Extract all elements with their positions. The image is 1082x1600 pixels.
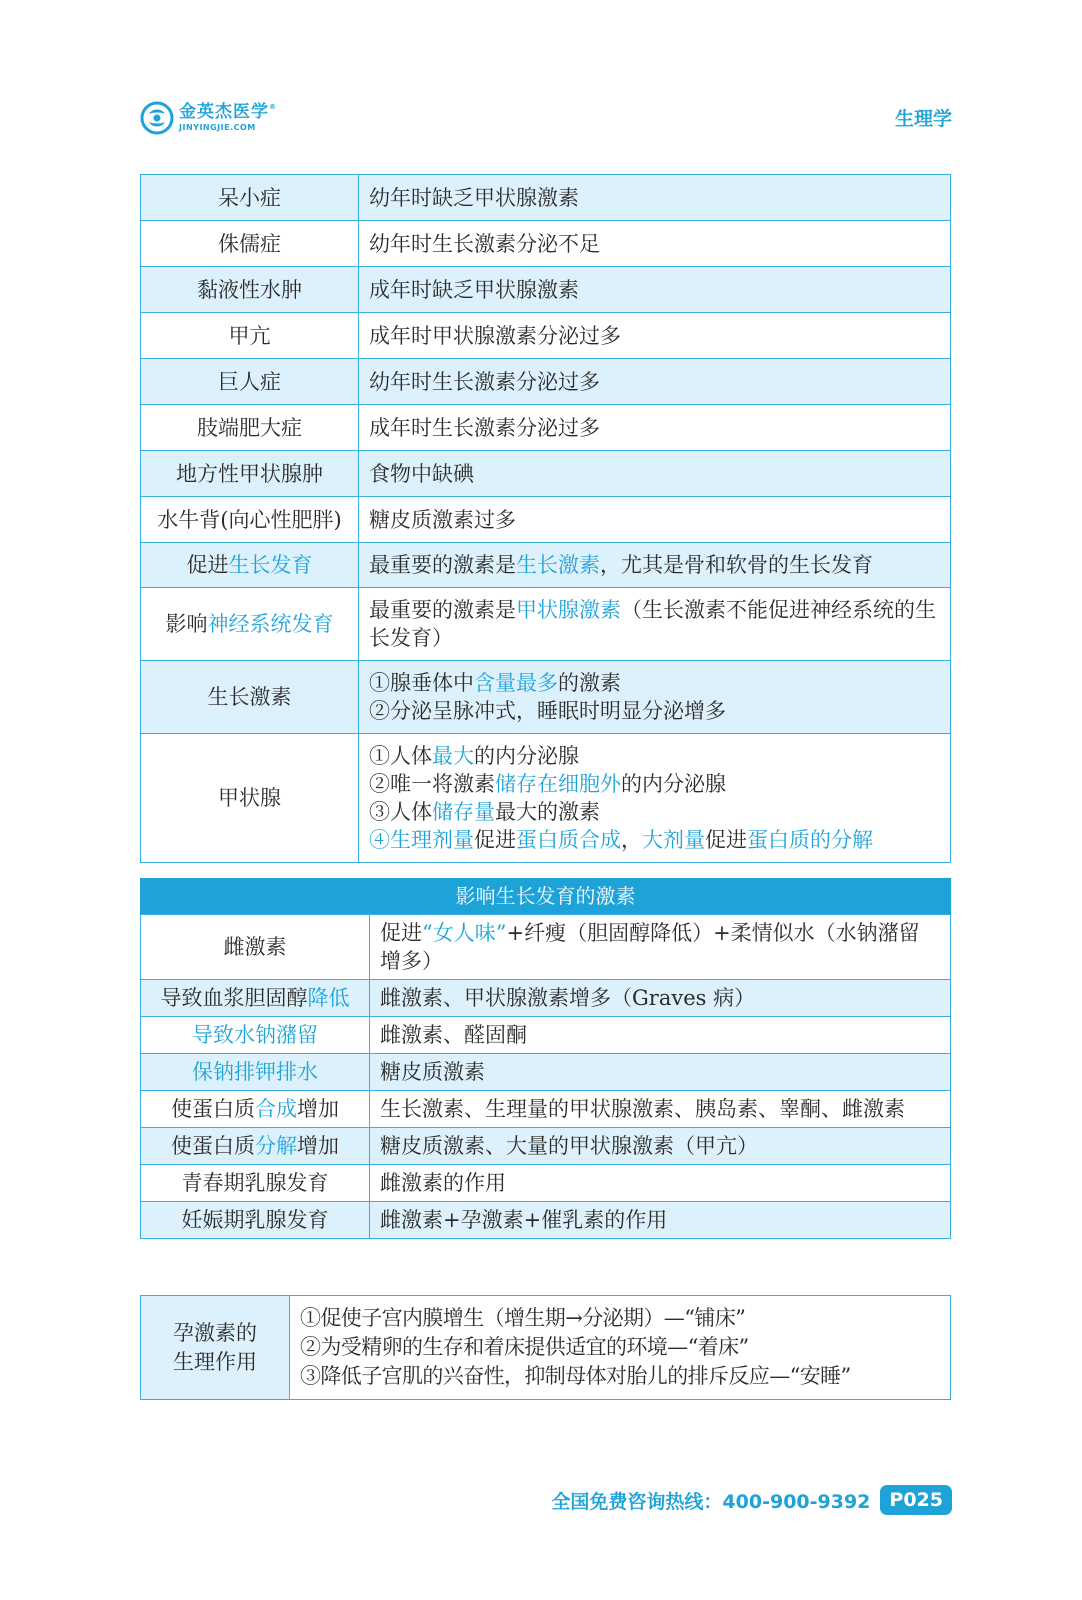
row-value-cell	[359, 497, 951, 543]
cell-text: 甲亢	[228, 323, 271, 348]
cell-text: 的内分泌腺	[621, 772, 726, 796]
row-key-cell	[141, 1054, 370, 1091]
cell-text: ②唯一将激素	[369, 772, 495, 796]
page-footer	[551, 1483, 952, 1517]
cell-text: 使蛋白质	[171, 1097, 255, 1121]
row-value-cell	[359, 359, 951, 405]
row-value-cell	[359, 175, 951, 221]
cell-text: 黏液性水肿	[197, 277, 302, 302]
cell-text: 幼年时生长激素分泌过多	[369, 369, 600, 394]
progesterone-functions	[290, 1296, 951, 1400]
cell-text: 促进	[186, 553, 229, 577]
table-row	[141, 1091, 951, 1128]
row-value-cell	[359, 588, 951, 661]
row-value-cell	[359, 405, 951, 451]
cell-text: 水牛背(向心性肥胖)	[157, 507, 342, 532]
cell-text: 地方性甲状腺肿	[176, 461, 323, 486]
table-row	[141, 1054, 951, 1091]
table-row	[141, 313, 951, 359]
highlight-text: 储存量	[432, 800, 495, 824]
growth-hormones-table-body	[141, 915, 951, 1239]
progesterone-key-line: 孕激素的	[173, 1320, 257, 1345]
table-row	[141, 451, 951, 497]
cell-text: 促进	[705, 828, 747, 852]
cell-text: 使蛋白质	[171, 1134, 255, 1158]
cell-text: 雌激素、甲状腺激素增多（Graves 病）	[380, 986, 756, 1010]
logo-website: JINYINGJIE.COM	[179, 123, 256, 132]
cell-text: ，	[621, 828, 642, 852]
highlight-text: 保钠排钾排水	[192, 1060, 318, 1084]
progesterone-table	[140, 1295, 951, 1400]
table-row	[141, 661, 951, 734]
highlight-text: 合成	[255, 1097, 297, 1121]
cell-text: 成年时甲状腺激素分泌过多	[369, 323, 621, 348]
cell-text: 的内分泌腺	[474, 744, 579, 768]
page-number-badge: P025	[880, 1485, 952, 1515]
row-value-cell	[359, 313, 951, 359]
row-value-cell	[359, 451, 951, 497]
highlight-text: 降低	[307, 986, 350, 1010]
highlight-text: 分解	[255, 1134, 297, 1158]
highlight-text: 神经系统发育	[207, 612, 334, 636]
highlight-text: 最大	[432, 744, 474, 768]
cell-text: 最重要的激素是	[369, 598, 516, 622]
table-row	[141, 1017, 951, 1054]
cell-text: 雌激素+孕激素+催乳素的作用	[380, 1208, 668, 1232]
cell-text: 成年时生长激素分泌过多	[369, 415, 600, 440]
cell-text: 的激素	[558, 671, 621, 695]
table-row	[141, 175, 951, 221]
row-value-cell	[370, 915, 951, 980]
row-key-cell	[141, 915, 370, 980]
row-key-cell	[141, 543, 359, 588]
row-key-cell	[141, 588, 359, 661]
cell-text: 幼年时缺乏甲状腺激素	[369, 185, 579, 210]
progesterone-function-line: ②为受精卵的生存和着床提供适宜的环境—“着床”	[300, 1335, 749, 1359]
row-key-cell	[141, 1202, 370, 1239]
cell-text: 糖皮质激素过多	[369, 507, 516, 532]
cell-text: 幼年时生长激素分泌不足	[369, 231, 600, 256]
row-key-cell	[141, 980, 370, 1017]
cell-text: 雌激素、醛固酮	[380, 1023, 527, 1047]
table-row	[141, 221, 951, 267]
progesterone-function-line: ③降低子宫肌的兴奋性，抑制母体对胎儿的排斥反应—“安睡”	[300, 1364, 851, 1388]
highlight-text: 甲状腺激素	[516, 598, 621, 622]
row-value-cell	[359, 221, 951, 267]
table-row	[141, 1202, 951, 1239]
row-value-cell	[359, 543, 951, 588]
logo-name: 金英杰医学®	[179, 102, 277, 122]
hormone-disorders-table	[140, 174, 951, 863]
row-key-cell	[141, 313, 359, 359]
highlight-text: “女人味”	[422, 921, 507, 945]
highlight-text: 储存在细胞外	[495, 772, 621, 796]
highlight-text: 大剂量	[642, 828, 705, 852]
progesterone-key	[141, 1296, 290, 1400]
row-value-cell	[370, 1165, 951, 1202]
table-row	[141, 588, 951, 661]
table-row	[141, 915, 951, 980]
table-row	[141, 267, 951, 313]
row-key-cell	[141, 451, 359, 497]
cell-text: 促进	[380, 921, 422, 945]
cell-text: ，尤其是骨和软骨的生长发育	[600, 553, 873, 577]
cell-text: ③人体	[369, 800, 432, 824]
row-value-cell	[359, 661, 951, 734]
cell-text: 最大的激素	[495, 800, 600, 824]
cell-text: 呆小症	[218, 185, 281, 210]
cell-text: 影响	[165, 612, 208, 636]
hormone-disorders-table-body	[141, 175, 951, 863]
cell-text: 雌激素	[223, 935, 287, 959]
cell-text: 增加	[297, 1097, 339, 1121]
progesterone-key-line: 生理作用	[173, 1349, 257, 1374]
cell-text: 生长激素	[207, 685, 292, 709]
cell-text: +纤瘦（胆固醇降低）+柔情似水（水钠潴留增多）	[380, 921, 920, 973]
cell-text: 最重要的激素是	[369, 553, 516, 577]
cell-text: 增加	[297, 1134, 339, 1158]
cell-text: 糖皮质激素	[380, 1060, 485, 1084]
cell-text: ②分泌呈脉冲式，睡眠时明显分泌增多	[369, 699, 726, 723]
logo-icon	[140, 101, 174, 135]
table-row	[141, 1128, 951, 1165]
cell-text: 妊娠期乳腺发育	[181, 1208, 329, 1232]
cell-text: 青春期乳腺发育	[181, 1171, 329, 1195]
row-value-cell	[370, 980, 951, 1017]
hotline-text: 全国免费咨询热线：400-900-9392	[551, 1490, 871, 1513]
subject-title: 生理学	[894, 108, 952, 130]
highlight-text: 导致水钠潴留	[192, 1023, 318, 1047]
table-row	[141, 1165, 951, 1202]
row-value-cell	[370, 1128, 951, 1165]
progesterone-function-line: ①促使子宫内膜增生（增生期→分泌期）—“铺床”	[300, 1306, 746, 1330]
row-key-cell	[141, 359, 359, 405]
highlight-text: 生长发育	[228, 553, 313, 577]
table-row	[141, 359, 951, 405]
cell-text: 肢端肥大症	[197, 415, 302, 440]
row-key-cell	[141, 221, 359, 267]
table-row	[141, 497, 951, 543]
row-key-cell	[141, 1091, 370, 1128]
table-row	[141, 980, 951, 1017]
cell-text: ①人体	[369, 744, 432, 768]
table-row	[141, 543, 951, 588]
row-value-cell	[370, 1202, 951, 1239]
cell-text: 侏儒症	[218, 231, 281, 256]
row-value-cell	[359, 267, 951, 313]
highlight-text: 蛋白质的分解	[747, 828, 873, 852]
row-value-cell	[370, 1017, 951, 1054]
highlight-text: ④生理剂量	[369, 828, 474, 852]
row-key-cell	[141, 734, 359, 863]
row-key-cell	[141, 661, 359, 734]
cell-text: 成年时缺乏甲状腺激素	[369, 277, 579, 302]
row-value-cell	[359, 734, 951, 863]
highlight-text: 蛋白质合成	[516, 828, 621, 852]
cell-text: 生长激素、生理量的甲状腺激素、胰岛素、睾酮、雌激素	[380, 1097, 905, 1121]
cell-text: ①腺垂体中	[369, 671, 474, 695]
table-row	[141, 1296, 951, 1400]
highlight-text: 含量最多	[474, 671, 558, 695]
cell-text: 甲状腺	[218, 786, 281, 810]
row-key-cell	[141, 1017, 370, 1054]
page-header	[140, 98, 952, 138]
cell-text: （生长激素不能促进神经系统的生长发育）	[369, 598, 936, 650]
cell-text: 巨人症	[218, 369, 281, 394]
highlight-text: 生长激素	[516, 553, 600, 577]
table-row	[141, 405, 951, 451]
cell-text: 食物中缺碘	[369, 461, 474, 486]
cell-text: 导致血浆胆固醇	[160, 986, 308, 1010]
row-key-cell	[141, 175, 359, 221]
cell-text: 糖皮质激素、大量的甲状腺激素（甲亢）	[380, 1134, 758, 1158]
logo	[140, 98, 277, 138]
row-key-cell	[141, 1128, 370, 1165]
cell-text: 促进	[474, 828, 516, 852]
growth-hormones-table	[140, 914, 951, 1239]
row-key-cell	[141, 497, 359, 543]
row-value-cell	[370, 1091, 951, 1128]
row-key-cell	[141, 405, 359, 451]
row-key-cell	[141, 1165, 370, 1202]
cell-text: 雌激素的作用	[380, 1171, 506, 1195]
row-key-cell	[141, 267, 359, 313]
row-value-cell	[370, 1054, 951, 1091]
table-row	[141, 734, 951, 863]
growth-hormones-table-title: 影响生长发育的激素	[140, 878, 951, 914]
